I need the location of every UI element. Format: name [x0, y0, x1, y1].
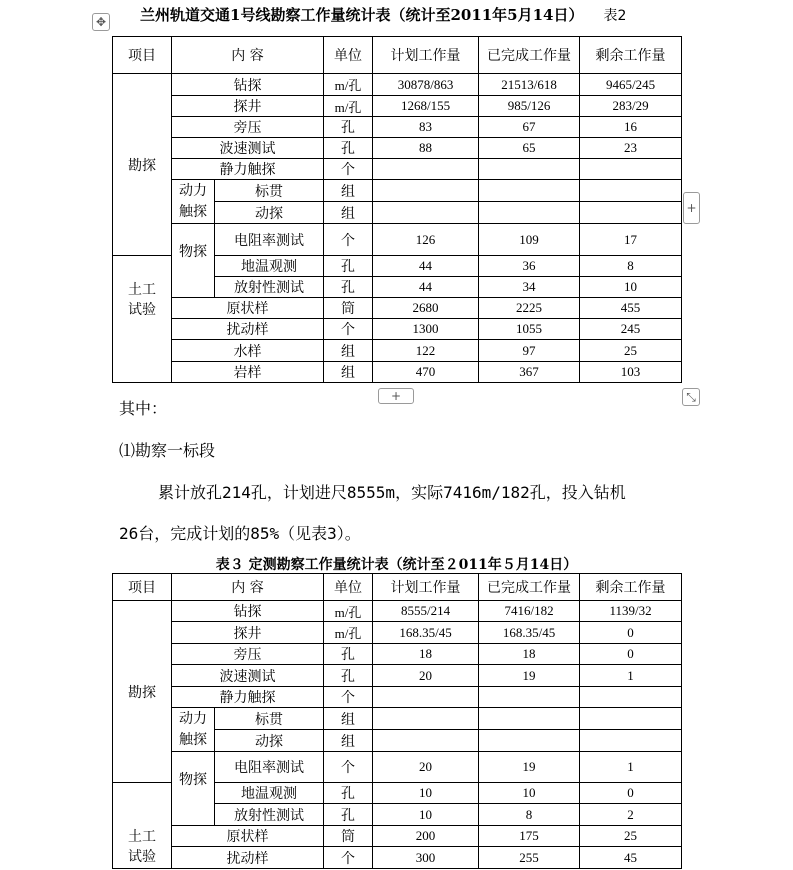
content-cell: 静力触探 — [172, 159, 324, 180]
group-label-line: 动力 — [179, 710, 207, 727]
intro-text: 其中： — [119, 399, 168, 418]
table2-title: 表３ 定测勘察工作量统计表（统计至２011年５月14日） — [215, 557, 578, 573]
content-cell: 放射性测试 — [215, 277, 324, 298]
table-row — [113, 847, 682, 869]
header-cell: 剩余工作量 — [580, 37, 682, 74]
table-row — [113, 826, 682, 847]
table-row — [113, 644, 682, 665]
table-row — [113, 96, 682, 117]
done-cell: 36 — [479, 256, 580, 277]
remain-cell: 0 — [580, 644, 682, 665]
paragraph-line: 累计放孔214孔，计划进尺8555m，实际7416m/182孔，投入钻机 — [158, 483, 626, 502]
remain-cell: 9465/245 — [580, 74, 682, 96]
plan-cell — [373, 159, 479, 180]
group-label-line: 动力 — [179, 182, 207, 199]
plan-cell: 168.35/45 — [373, 622, 479, 644]
plan-cell — [373, 730, 479, 752]
done-cell: 97 — [479, 340, 580, 362]
unit-cell: 个 — [324, 752, 373, 783]
plus-icon: + — [686, 201, 697, 215]
unit-cell: m/孔 — [324, 622, 373, 644]
table-resize-handle[interactable] — [682, 388, 700, 406]
content-cell: 探井 — [172, 622, 324, 644]
table-row — [113, 362, 682, 383]
plan-cell: 88 — [373, 138, 479, 159]
table-row — [113, 340, 682, 362]
done-cell: 367 — [479, 362, 580, 383]
unit-cell: 个 — [324, 224, 373, 256]
header-cell: 内 容 — [172, 574, 324, 601]
plan-cell — [373, 180, 479, 202]
content-cell: 标贯 — [215, 180, 324, 202]
header-cell: 已完成工作量 — [479, 574, 580, 601]
remain-cell: 45 — [580, 847, 682, 869]
content-cell: 波速测试 — [172, 665, 324, 687]
plan-cell: 470 — [373, 362, 479, 383]
group-label-survey: 勘探 — [113, 74, 172, 256]
content-cell: 地温观测 — [215, 783, 324, 804]
plan-cell — [373, 202, 479, 224]
unit-cell: m/孔 — [324, 96, 373, 117]
plan-cell: 8555/214 — [373, 601, 479, 622]
content-cell: 原状样 — [172, 826, 324, 847]
table-row — [113, 180, 682, 202]
group-label-soil — [113, 256, 172, 383]
remain-cell: 23 — [580, 138, 682, 159]
remain-cell: 0 — [580, 622, 682, 644]
done-cell: 2225 — [479, 298, 580, 319]
table1-title-text: 兰州轨道交通1号线勘察工作量统计表（统计至2011年5月14日） — [140, 6, 584, 24]
remain-cell: 8 — [580, 256, 682, 277]
group-label-dynamic — [172, 180, 215, 224]
remain-cell: 1 — [580, 665, 682, 687]
unit-cell: m/孔 — [324, 601, 373, 622]
unit-cell: 孔 — [324, 644, 373, 665]
group-label-soil — [113, 783, 172, 869]
done-cell: 8 — [479, 804, 580, 826]
plan-cell: 18 — [373, 644, 479, 665]
table-row — [113, 708, 682, 730]
content-cell: 水样 — [172, 340, 324, 362]
remain-cell: 1 — [580, 752, 682, 783]
done-cell: 19 — [479, 752, 580, 783]
done-cell: 65 — [479, 138, 580, 159]
unit-cell: 个 — [324, 847, 373, 869]
content-cell: 地温观测 — [215, 256, 324, 277]
table-row — [113, 74, 682, 96]
table2 — [112, 573, 682, 869]
section-heading: ⑴勘察一标段 — [119, 441, 216, 460]
unit-cell: 个 — [324, 159, 373, 180]
plan-cell: 20 — [373, 752, 479, 783]
table1 — [112, 36, 682, 383]
header-cell: 单位 — [324, 37, 373, 74]
plan-cell: 83 — [373, 117, 479, 138]
table1-label: 表2 — [603, 8, 627, 24]
group-label-dynamic — [172, 708, 215, 752]
header-cell: 剩余工作量 — [580, 574, 682, 601]
remain-cell: 0 — [580, 783, 682, 804]
table-row — [113, 687, 682, 708]
remain-cell — [580, 708, 682, 730]
table-row — [113, 601, 682, 622]
plan-cell: 1268/155 — [373, 96, 479, 117]
group-label-geophys: 物探 — [172, 752, 215, 826]
group-label-line: 试验 — [128, 849, 156, 865]
paragraph-line: 26台，完成计划的85%（见表3）。 — [119, 524, 361, 543]
plan-cell: 44 — [373, 256, 479, 277]
group-label-line: 触探 — [179, 731, 207, 748]
table-row — [113, 138, 682, 159]
plan-cell — [373, 687, 479, 708]
remain-cell: 283/29 — [580, 96, 682, 117]
group-label-geophys: 物探 — [172, 224, 215, 298]
header-cell: 计划工作量 — [373, 37, 479, 74]
header-cell: 项目 — [113, 37, 172, 74]
done-cell: 7416/182 — [479, 601, 580, 622]
header-cell: 已完成工作量 — [479, 37, 580, 74]
done-cell — [479, 180, 580, 202]
group-label-line: 试验 — [128, 302, 156, 318]
plan-cell: 20 — [373, 665, 479, 687]
done-cell: 19 — [479, 665, 580, 687]
content-cell: 动探 — [215, 730, 324, 752]
add-column-button[interactable] — [683, 192, 700, 224]
group-label-line: 土工 — [128, 829, 156, 845]
group-label-line: 土工 — [128, 282, 156, 298]
plus-icon: + — [390, 389, 402, 403]
done-cell — [479, 730, 580, 752]
group-label-survey: 勘探 — [113, 601, 172, 783]
table2-header-row — [113, 574, 682, 601]
done-cell — [479, 708, 580, 730]
content-cell: 电阻率测试 — [215, 752, 324, 783]
remain-cell — [580, 687, 682, 708]
plan-cell: 122 — [373, 340, 479, 362]
plan-cell: 126 — [373, 224, 479, 256]
unit-cell: 组 — [324, 362, 373, 383]
remain-cell: 25 — [580, 340, 682, 362]
resize-icon: ⤡ — [686, 390, 696, 404]
content-cell: 旁压 — [172, 644, 324, 665]
done-cell: 67 — [479, 117, 580, 138]
unit-cell: 个 — [324, 687, 373, 708]
header-cell: 单位 — [324, 574, 373, 601]
table-row — [113, 298, 682, 319]
done-cell: 109 — [479, 224, 580, 256]
content-cell: 探井 — [172, 96, 324, 117]
remain-cell — [580, 159, 682, 180]
content-cell: 原状样 — [172, 298, 324, 319]
plan-cell: 1300 — [373, 319, 479, 340]
remain-cell: 25 — [580, 826, 682, 847]
plan-cell: 300 — [373, 847, 479, 869]
remain-cell: 10 — [580, 277, 682, 298]
unit-cell: 孔 — [324, 783, 373, 804]
content-cell: 旁压 — [172, 117, 324, 138]
done-cell: 175 — [479, 826, 580, 847]
remain-cell: 17 — [580, 224, 682, 256]
table-row — [113, 319, 682, 340]
content-cell: 电阻率测试 — [215, 224, 324, 256]
plan-cell: 2680 — [373, 298, 479, 319]
remain-cell — [580, 730, 682, 752]
unit-cell: 组 — [324, 708, 373, 730]
table-row — [113, 752, 682, 783]
unit-cell: 个 — [324, 319, 373, 340]
header-cell: 计划工作量 — [373, 574, 479, 601]
content-cell: 动探 — [215, 202, 324, 224]
done-cell: 18 — [479, 644, 580, 665]
remain-cell: 455 — [580, 298, 682, 319]
content-cell: 标贯 — [215, 708, 324, 730]
unit-cell: 孔 — [324, 277, 373, 298]
plan-cell — [373, 708, 479, 730]
plan-cell: 10 — [373, 804, 479, 826]
remain-cell: 245 — [580, 319, 682, 340]
header-cell: 项目 — [113, 574, 172, 601]
done-cell — [479, 159, 580, 180]
table-row — [113, 665, 682, 687]
unit-cell: 孔 — [324, 138, 373, 159]
table1-title — [140, 4, 626, 25]
unit-cell: 孔 — [324, 804, 373, 826]
remain-cell: 1139/32 — [580, 601, 682, 622]
plan-cell: 200 — [373, 826, 479, 847]
unit-cell: 孔 — [324, 117, 373, 138]
header-cell: 内 容 — [172, 37, 324, 74]
unit-cell: 筒 — [324, 826, 373, 847]
unit-cell: 筒 — [324, 298, 373, 319]
table1-header-row — [113, 37, 682, 74]
plan-cell: 44 — [373, 277, 479, 298]
remain-cell: 103 — [580, 362, 682, 383]
unit-cell: m/孔 — [324, 74, 373, 96]
done-cell: 1055 — [479, 319, 580, 340]
done-cell: 985/126 — [479, 96, 580, 117]
done-cell: 255 — [479, 847, 580, 869]
content-cell: 钻探 — [172, 74, 324, 96]
table-row — [113, 224, 682, 256]
table-row — [113, 622, 682, 644]
content-cell: 放射性测试 — [215, 804, 324, 826]
done-cell: 21513/618 — [479, 74, 580, 96]
remain-cell — [580, 180, 682, 202]
move-icon: ✥ — [95, 15, 107, 29]
content-cell: 钻探 — [172, 601, 324, 622]
unit-cell: 孔 — [324, 256, 373, 277]
done-cell: 10 — [479, 783, 580, 804]
table-row — [113, 159, 682, 180]
unit-cell: 组 — [324, 340, 373, 362]
add-row-button[interactable] — [378, 388, 414, 404]
unit-cell: 组 — [324, 180, 373, 202]
content-cell: 波速测试 — [172, 138, 324, 159]
content-cell: 岩样 — [172, 362, 324, 383]
content-cell: 静力触探 — [172, 687, 324, 708]
content-cell: 扰动样 — [172, 319, 324, 340]
done-cell — [479, 202, 580, 224]
content-cell: 扰动样 — [172, 847, 324, 869]
group-label-line: 触探 — [179, 203, 207, 220]
unit-cell: 组 — [324, 202, 373, 224]
remain-cell: 2 — [580, 804, 682, 826]
table-row — [113, 117, 682, 138]
table-move-handle[interactable] — [92, 13, 110, 31]
unit-cell: 组 — [324, 730, 373, 752]
done-cell: 168.35/45 — [479, 622, 580, 644]
remain-cell — [580, 202, 682, 224]
remain-cell: 16 — [580, 117, 682, 138]
plan-cell: 30878/863 — [373, 74, 479, 96]
done-cell — [479, 687, 580, 708]
done-cell: 34 — [479, 277, 580, 298]
unit-cell: 孔 — [324, 665, 373, 687]
plan-cell: 10 — [373, 783, 479, 804]
